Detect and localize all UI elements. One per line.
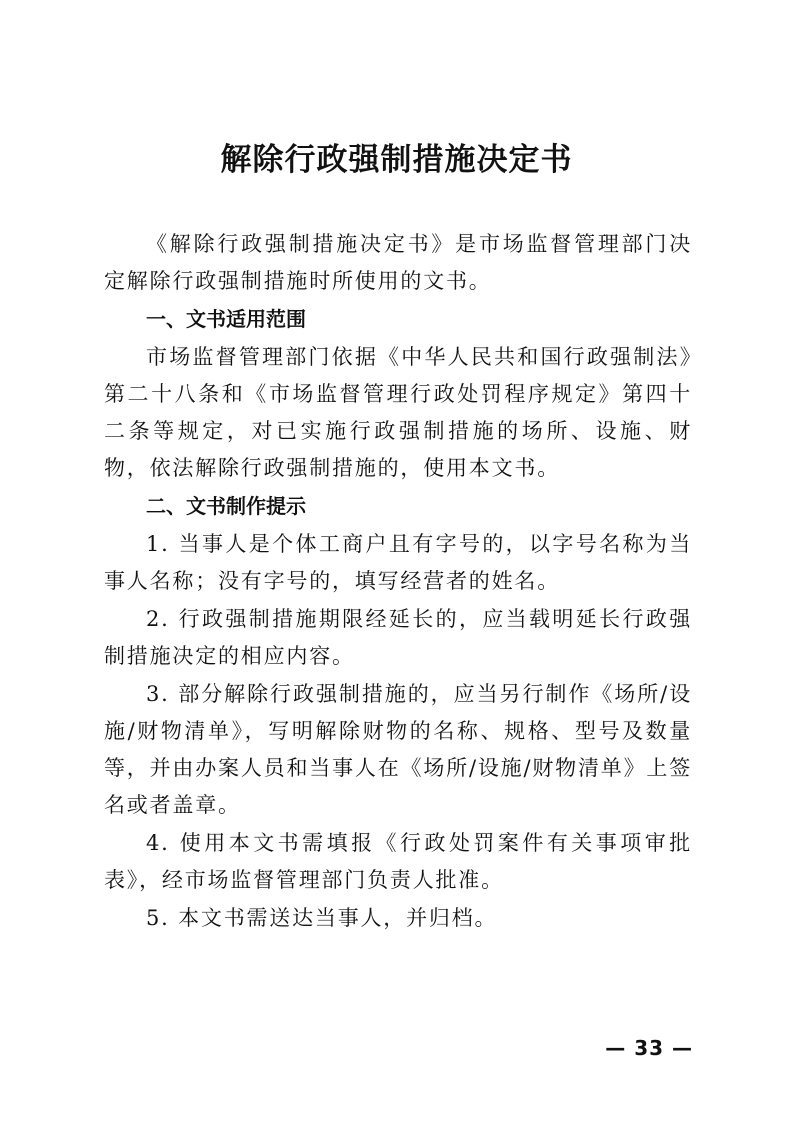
intro-paragraph: 《解除行政强制措施决定书》是市场监督管理部门决定解除行政强制措施时所使用的文书。	[104, 232, 692, 293]
tip-item-2: 2. 行政强制措施期限经延长的，应当载明延长行政强制措施决定的相应内容。	[104, 607, 692, 668]
tip-item-5: 5. 本文书需送达当事人，并归档。	[146, 906, 498, 930]
tip-item-4: 4. 使用本文书需填报《行政处罚案件有关事项审批表》，经市场监督管理部门负责人批准。	[104, 831, 692, 892]
tip-item-1: 1. 当事人是个体工商户且有字号的，以字号名称为当事人名称；没有字号的，填写经营者的姓名。	[104, 532, 692, 593]
section-heading-scope: 一、文书适用范围	[146, 307, 306, 331]
document-title: 解除行政强制措施决定书	[220, 142, 573, 178]
tip-item-3: 3. 部分解除行政强制措施的，应当另行制作《场所/设施/财物清单》，写明解除财物的名称、规格、型号及数量等，并由办案人员和当事人在《场所/设施/财物清单》上签名或者盖章。	[104, 682, 692, 817]
section-heading-tips: 二、文书制作提示	[146, 494, 306, 518]
page-number: — 33 —	[605, 1036, 693, 1060]
document-body	[104, 226, 692, 938]
scope-paragraph: 市场监督管理部门依据《中华人民共和国行政强制法》第二十八条和《市场监督管理行政处罚程序规定》第四十二条等规定，对已实施行政强制措施的场所、设施、财物，依法解除行政强制措施的，使用本文书。	[104, 345, 692, 480]
